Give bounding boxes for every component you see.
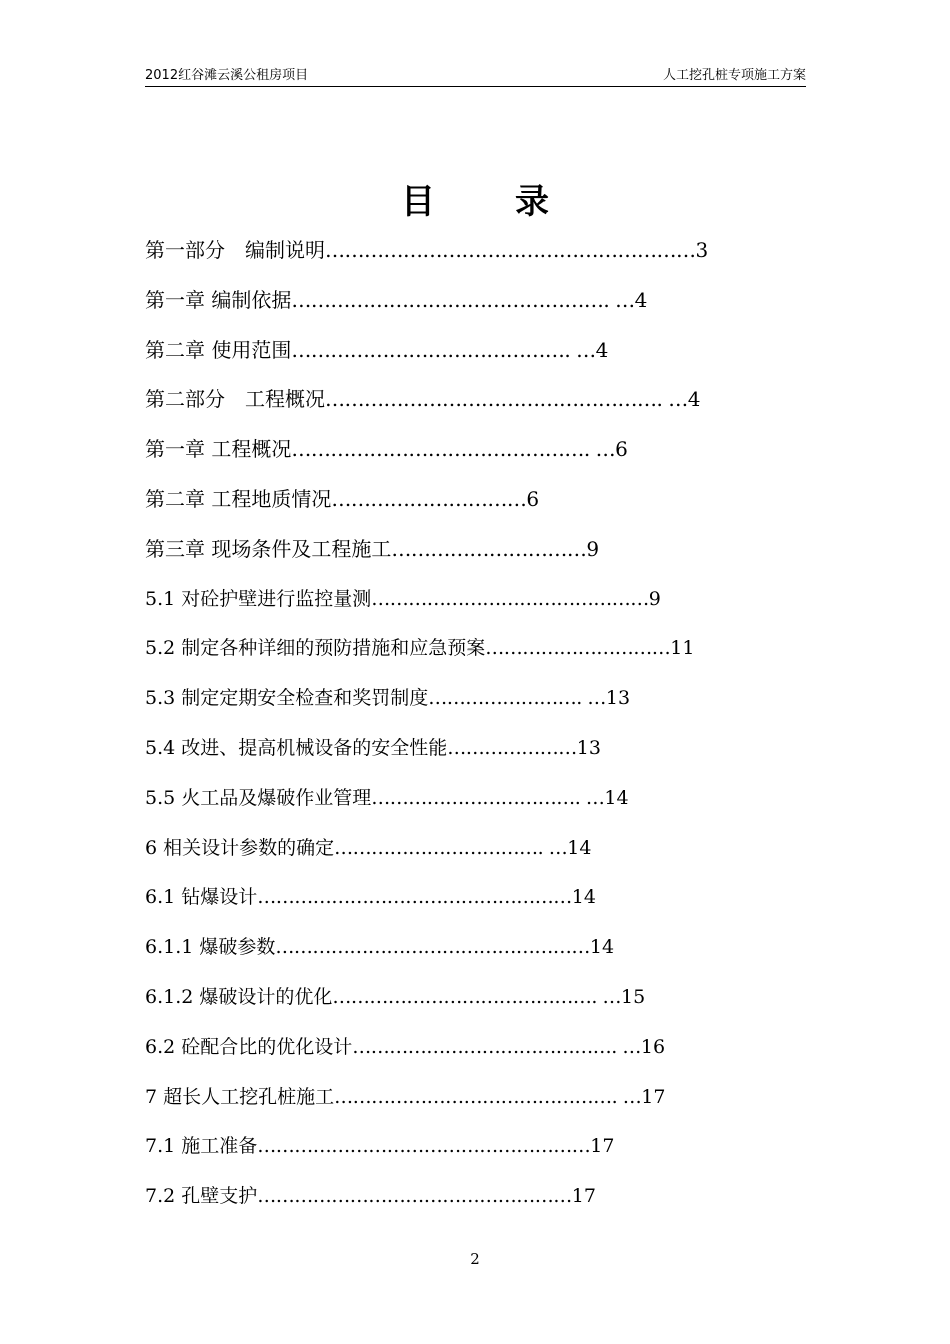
toc-entry-label: 7 超长人工挖孔桩施工: [145, 1085, 335, 1108]
toc-leader: ……………………………………………: [257, 886, 572, 909]
toc-leader: …………………………: [331, 486, 527, 511]
toc-page-number: 14: [567, 836, 592, 859]
toc-page-number: 13: [576, 736, 601, 759]
toc-page-number: 16: [640, 1035, 666, 1058]
table-of-contents: [145, 226, 845, 1222]
toc-entry-label: 第二章 工程地质情况: [145, 486, 332, 511]
toc-leader: …………………………: [391, 536, 587, 561]
toc-entry[interactable]: [145, 575, 845, 625]
toc-page-number: 6: [615, 437, 628, 462]
toc-entry[interactable]: [145, 1023, 845, 1073]
toc-entry[interactable]: [145, 276, 845, 326]
toc-leader: ………………………………………. …: [334, 1085, 642, 1108]
toc-page-number: 14: [589, 936, 615, 959]
toc-entry-label: 第一章 工程概况: [145, 437, 292, 462]
toc-entry[interactable]: [145, 724, 845, 774]
toc-entry[interactable]: [145, 674, 845, 724]
toc-entry-label: 5.2 制定各种详细的预防措施和应急预案: [145, 637, 486, 660]
toc-page-number: 6: [526, 486, 540, 511]
toc-leader: ……………………………………. …: [332, 985, 621, 1008]
toc-leader: …………………: [447, 736, 577, 759]
page-header: [145, 66, 806, 87]
toc-leader: …………………………: [485, 637, 671, 660]
toc-leader: ………………………………………: [371, 587, 649, 610]
toc-leader: ……………………………………. …: [291, 337, 596, 362]
toc-page-number: 13: [605, 687, 631, 710]
toc-page-number: 9: [586, 536, 600, 561]
toc-page-number: 4: [634, 287, 648, 312]
toc-entry[interactable]: [145, 326, 845, 376]
toc-entry-label: 7.1 施工准备: [145, 1135, 258, 1158]
toc-leader: ……………………………………………. …: [325, 387, 688, 412]
toc-entry-label: 5.1 对砼护壁进行监控量测: [145, 587, 372, 610]
toc-page-number: 17: [641, 1085, 666, 1108]
toc-leader: ……………………………………. …: [352, 1035, 641, 1058]
header-document-title: 人工挖孔桩专项施工方案: [662, 68, 806, 83]
toc-leader: …………………………………………………: [325, 238, 696, 262]
toc-page-number: 3: [695, 238, 709, 262]
toc-entry[interactable]: [145, 824, 845, 874]
toc-entry[interactable]: [145, 226, 845, 276]
toc-entry[interactable]: [145, 624, 845, 674]
toc-entry-label: 6.1.1 爆破参数: [145, 936, 276, 959]
toc-entry-label: 6.1.2 爆破设计的优化: [145, 985, 333, 1008]
toc-leader: ……………………. …: [428, 687, 606, 710]
toc-page-number: 11: [670, 637, 695, 660]
toc-entry-label: 5.5 火工品及爆破作业管理: [145, 786, 372, 809]
toc-leader: ……………………………………………: [275, 936, 590, 959]
toc-leader: ………………………………………. …: [291, 437, 616, 462]
toc-page-number: 9: [648, 587, 661, 610]
toc-entry[interactable]: [145, 973, 845, 1023]
toc-page-number: 4: [687, 387, 701, 412]
toc-entry-label: 6.2 砼配合比的优化设计: [145, 1035, 353, 1058]
page-number: 2: [470, 1250, 480, 1268]
toc-entry-label: 7.2 孔壁支护: [145, 1185, 258, 1208]
toc-entry[interactable]: [145, 923, 845, 973]
toc-entry[interactable]: [145, 1122, 845, 1172]
toc-entry-label: 第一部分 编制说明: [145, 238, 325, 262]
toc-entry-label: 第二部分 工程概况: [145, 387, 325, 412]
toc-page-number: 14: [571, 886, 596, 909]
toc-page-number: 4: [595, 337, 609, 362]
toc-leader: ……………………………………………: [257, 1185, 572, 1208]
toc-entry[interactable]: [145, 425, 845, 475]
toc-page-number: 17: [571, 1185, 596, 1208]
toc-entry-label: 5.4 改进、提高机械设备的安全性能: [145, 736, 448, 759]
toc-page-number: 17: [590, 1135, 615, 1158]
toc-entry[interactable]: [145, 375, 845, 425]
toc-entry-label: 6.1 钻爆设计: [145, 886, 258, 909]
toc-leader: ……………………………. …: [334, 836, 568, 859]
toc-leader: ………………………………………………: [257, 1135, 591, 1158]
toc-entry[interactable]: [145, 1073, 845, 1123]
toc-entry[interactable]: [145, 475, 845, 525]
toc-page-number: 14: [604, 786, 629, 809]
toc-entry[interactable]: [145, 774, 845, 824]
toc-entry-label: 第一章 编制依据: [145, 287, 292, 312]
toc-entry[interactable]: [145, 873, 845, 923]
toc-entry-label: 6 相关设计参数的确定: [145, 836, 335, 859]
toc-leader: …………………………………………. …: [291, 287, 635, 312]
toc-entry[interactable]: [145, 1172, 845, 1222]
toc-entry-label: 第三章 现场条件及工程施工: [145, 536, 392, 561]
toc-title: 目录: [401, 182, 629, 222]
toc-entry-label: 5.3 制定定期安全检查和奖罚制度: [145, 687, 429, 710]
header-project-name: 2012红谷滩云溪公租房项目: [145, 68, 309, 83]
toc-leader: ……………………………. …: [371, 786, 605, 809]
toc-page-number: 15: [620, 985, 646, 1008]
toc-entry[interactable]: [145, 525, 845, 575]
toc-entry-label: 第二章 使用范围: [145, 337, 292, 362]
